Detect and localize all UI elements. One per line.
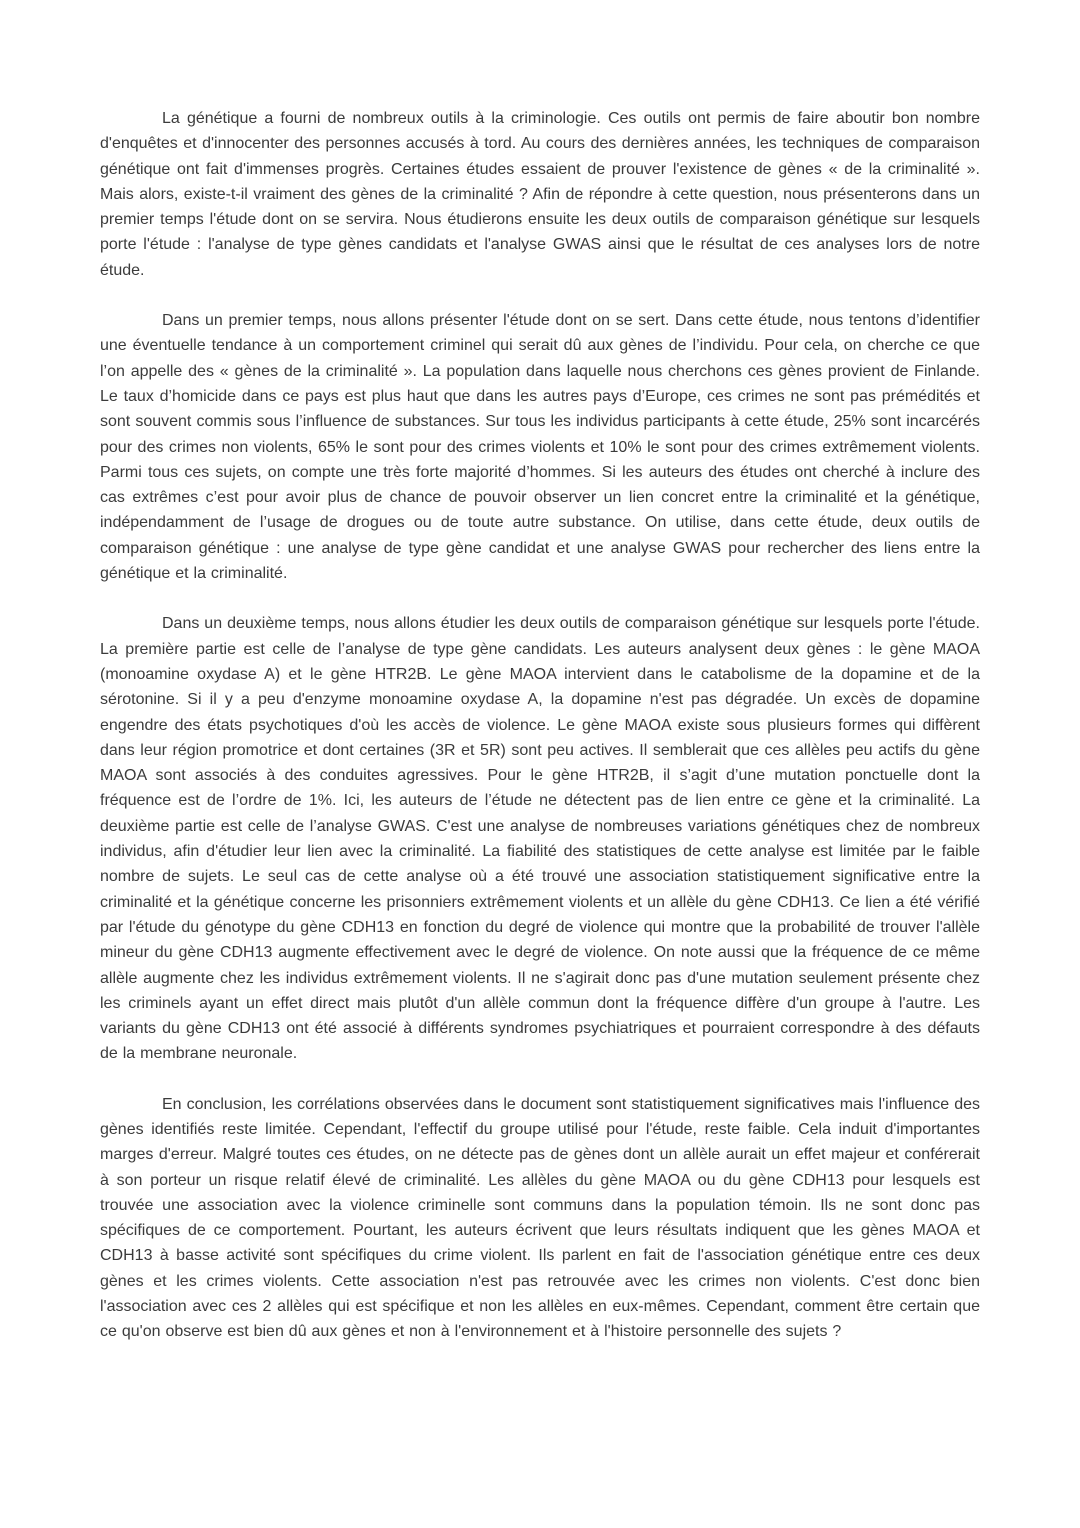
paragraph-genetic-analysis-tools: Dans un deuxième temps, nous allons étudier les deux outils de comparaison génétique sur lesquels porte l'étude. La première partie est celle de l’analyse de type gène candidats. Les auteurs analysent deux gènes : le gène MAOA (monoamine oxydase A) et le gène HTR2B. Le gène MAOA intervient dans le catabolisme de la dopamine et de la sérotonine. Si il y a peu d'enzyme monoamine oxydase A, la dopamine n'est pas dégradée. Un excès de dopamine engendre des états psychotiques d'où les accès de violence. Le gène MAOA existe sous plusieurs formes qui diffèrent dans leur région promotrice et dont certaines (3R et 5R) sont peu actives. Il semblerait que ces allèles peu actifs du gène MAOA sont associés à des conduites agressives. Pour le gène HTR2B, il s’agit d’une mutation ponctuelle dont la fréquence est de l’ordre de 1%. Ici, les auteurs de l’étude ne détectent pas de lien entre ce gène et la criminalité. La deuxième partie est celle de l’analyse GWAS. C'est une analyse de nombreuses variations génétiques chez de nombreux individus, afin d'étudier leur lien avec la criminalité. La fiabilité des statistiques de cette analyse est limitée par le faible nombre de sujets. Le seul cas de cette analyse où a été trouvé une association statistiquement significative entre la criminalité et la génétique concerne les prisonniers extrêmement violents et un allèle du gène CDH13. Ce lien a été vérifié par l'étude du génotype du gène CDH13 en fonction du degré de violence qui montre que la probabilité de trouver l'allèle mineur du gène CDH13 augmente effectivement avec le degré de violence. On note aussi que la fréquence de ce même allèle augmente chez les individus extrêmement violents. Il ne s'agirait donc pas d'une mutation seulement présente chez les criminels ayant un effet direct mais plutôt d'un allèle commun dont la fréquence diffère d'un groupe à l'autre. Les variants du gène CDH13 ont été associé à différents syndromes psychiatriques et pourraient correspondre à des défauts de la membrane neuronale.: [100, 615, 980, 1063]
paragraph-introduction: La génétique a fourni de nombreux outils à la criminologie. Ces outils ont permis de faire aboutir bon nombre d'enquêtes et d'innocenter des personnes accusés à tord. Au cours des dernières années, les techniques de comparaison génétique ont fait d'immenses progrès. Certaines études essaient de prouver l'existence de gènes « de la criminalité ». Mais alors, existe-t-il vraiment des gènes de la criminalité ? Afin de répondre à cette question, nous présenterons dans un premier temps l'étude dont on se servira. Nous étudierons ensuite les deux outils de comparaison génétique sur lesquels porte l'étude : l'analyse de type gènes candidats et l'analyse GWAS ainsi que le résultat de ces analyses lors de notre étude.: [100, 110, 980, 279]
paragraph-conclusion: En conclusion, les corrélations observées dans le document sont statistiquement significatives mais l'influence des gènes identifiés reste limitée. Cependant, l'effectif du groupe utilisé pour l'étude, reste faible. Cela induit d'importantes marges d'erreur. Malgré toutes ces études, on ne détecte pas de gènes dont un allèle aurait un effet majeur et conférerait à son porteur un risque relatif élevé de criminalité. Les allèles du gène MAOA ou du gène CDH13 pour lesquels est trouvée une association avec la violence criminelle sont communs dans la population témoin. Ils ne sont donc pas spécifiques de ce comportement. Pourtant, les auteurs écrivent que leurs résultats indiquent que les gènes MAOA et CDH13 à basse activité sont spécifiques du crime violent. Ils parlent en fait de l'association génétique entre ces deux gènes et les crimes violents. Cette association n'est pas retrouvée avec les crimes non violents. C'est donc bien l'association avec ces 2 allèles qui est spécifique et non les allèles en eux-mêmes. Cependant, comment être certain que ce qu'on observe est bien dû aux gènes et non à l'environnement et à l'histoire personnelle des sujets ?: [100, 1095, 980, 1341]
paragraph-study-presentation: Dans un premier temps, nous allons présenter l'étude dont on se sert. Dans cette étude, nous tentons d’identifier une éventuelle tendance à un comportement criminel qui serait dû aux gènes de l’individu. Pour cela, on cherche ce que l’on appelle des « gènes de la criminalité ». La population dans laquelle nous cherchons ces gènes provient de Finlande. Le taux d’homicide dans ce pays est plus haut que dans les autres pays d’Europe, ces crimes ne sont pas prémédités et sont souvent commis sous l’influence de substances. Sur tous les individus participants à cette étude, 25% sont incarcérés pour des crimes non violents, 65% le sont pour des crimes violents et 10% le sont pour des crimes extrêmement violents. Parmi tous ces sujets, on compte une très forte majorité d’hommes. Si les auteurs des études ont cherché à inclure des cas extrêmes c’est pour avoir plus de chance de pouvoir observer un lien concret entre la criminalité et la génétique, indépendamment de l’usage de drogues ou de toute autre substance. On utilise, dans cette étude, deux outils de comparaison génétique : une analyse de type gène candidat et une analyse GWAS pour rechercher des liens entre la génétique et la criminalité.: [100, 312, 980, 583]
